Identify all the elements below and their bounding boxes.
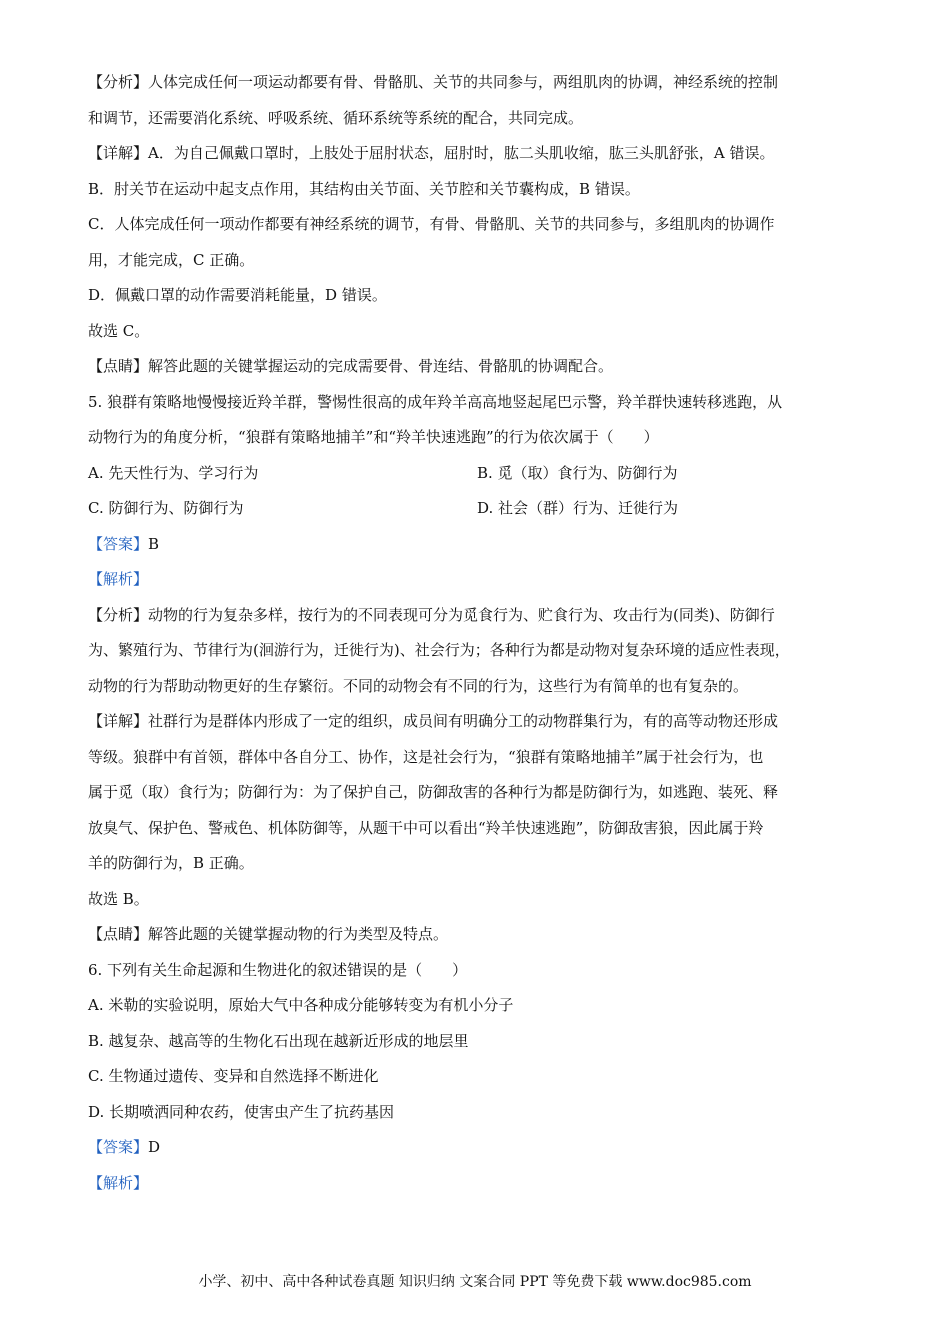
q5-choose: 故选 B。 [88,889,149,908]
q5-detail-line-4: 放臭气、保护色、警戒色、机体防御等，从题干中可以看出“羚羊快速逃跑”，防御敌害狼，因此属于羚 [88,818,764,837]
q4-detail-a: 【详解】A．为自己佩戴口罩时，上肢处于屈肘状态，屈肘时，肱二头肌收缩，肱三头肌舒张，A 错误。 [88,144,775,162]
q6-option-c: C. 生物通过遗传、变异和自然选择不断进化 [88,1067,379,1085]
q6-stem: 6. 下列有关生命起源和生物进化的叙述错误的是（ ） [88,960,468,979]
q5-option-b: B. 觅（取）食行为、防御行为 [477,463,678,482]
q5-analysis-line-3: 动物的行为帮助动物更好的生存繁衍。不同的动物会有不同的行为，这些行为有简单的也有复杂的。 [88,676,749,695]
q5-analysis-line-1: 【分析】动物的行为复杂多样，按行为的不同表现可分为觅食行为、贮食行为、攻击行为(同类)、防御行 [88,605,775,624]
q5-detail-line-3: 属于觅（取）食行为；防御行为：为了保护自己，防御敌害的各种行为都是防御行为，如逃跑、装死、释 [88,783,779,801]
q4-analysis-line-1: 【分析】人体完成任何一项运动都要有骨、骨骼肌、关节的共同参与，两组肌肉的协调，神经系统的控制 [88,73,779,91]
q4-choose: 故选 C。 [88,321,150,340]
q6-option-d: D. 长期喷洒同种农药，使害虫产生了抗药基因 [88,1102,395,1121]
q5-detail-line-2: 等级。狼群中有首领，群体中各自分工、协作，这是社会行为，“狼群有策略地捕羊”属于社会行为，也 [88,747,764,766]
q5-detail-line-1: 【详解】社群行为是群体内形成了一定的组织，成员间有明确分工的动物群集行为，有的高等动物还形成 [88,712,779,730]
q5-option-d: D. 社会（群）行为、迁徙行为 [477,499,679,517]
q5-option-c: C. 防御行为、防御行为 [88,499,244,517]
q5-stem-line-2: 动物行为的角度分析，“狼群有策略地捕羊”和“羚羊快速逃跑”的行为依次属于（ ） [88,428,659,446]
q5-stem-line-1: 5. 狼群有策略地慢慢接近羚羊群，警惕性很高的成年羚羊高高地竖起尾巴示警，羚羊群快速转移逃跑，从 [88,392,783,411]
q4-detail-c-line-2: 用，才能完成，C 正确。 [88,250,255,269]
q5-answer-value: B [148,534,160,553]
q6-answer-value: D [148,1138,161,1156]
q5-options-row-1 [88,463,878,499]
q5-answer-label: 【答案】 [88,534,149,553]
q4-detail-b: B．肘关节在运动中起支点作用，其结构由关节面、关节腔和关节囊构成，B 错误。 [88,179,640,198]
q5-analysis-line-2: 为、繁殖行为、节律行为(洄游行为，迁徙行为)、社会行为；各种行为都是动物对复杂环境的适应性表现， [88,641,790,659]
q4-detail-c-line-1: C．人体完成任何一项动作都要有神经系统的调节，有骨、骨骼肌、关节的共同参与，多组肌肉的协调作 [88,215,775,233]
q6-answer [88,1137,878,1173]
q4-analysis-line-2: 和调节，还需要消化系统、呼吸系统、循环系统等系统的配合，共同完成。 [88,108,584,127]
q6-jiexi-label: 【解析】 [88,1173,149,1192]
q6-option-b: B. 越复杂、越高等的生物化石出现在越新近形成的地层里 [88,1031,469,1050]
q5-answer [88,534,878,570]
q4-detail-d: D．佩戴口罩的动作需要消耗能量，D 错误。 [88,286,387,304]
q5-jiexi-label: 【解析】 [88,570,149,588]
q6-option-a: A. 米勒的实验说明，原始大气中各种成分能够转变为有机小分子 [88,996,514,1014]
q5-comment: 【点睛】解答此题的关键掌握动物的行为类型及特点。 [88,925,449,943]
page-footer: 小学、初中、高中各种试卷真题 知识归纳 文案合同 PPT 等免费下载 www.doc985.com [198,1274,752,1290]
document-body [88,72,878,1208]
q5-detail-line-5: 羊的防御行为，B 正确。 [88,854,254,872]
q6-answer-label: 【答案】 [88,1138,149,1156]
q5-option-a: A. 先天性行为、学习行为 [88,463,259,482]
q5-options-row-2 [88,498,878,534]
q4-comment: 【点睛】解答此题的关键掌握运动的完成需要骨、骨连结、骨骼肌的协调配合。 [88,357,614,375]
